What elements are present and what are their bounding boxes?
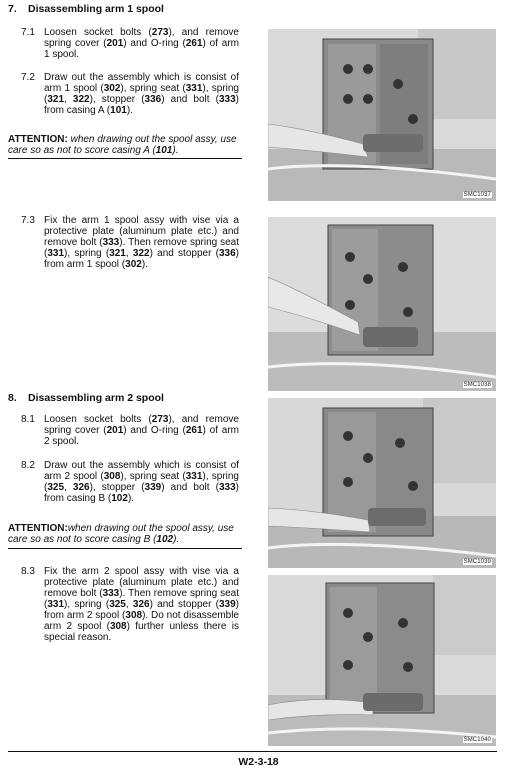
step-7-3 bbox=[21, 215, 239, 270]
photo-code: SMC1038 bbox=[463, 382, 491, 388]
step-text: Loosen socket bolts (273), and remove spring cover (201) and O-ring (261) of arm 2 spool. bbox=[44, 414, 240, 447]
step-7-1 bbox=[21, 27, 239, 60]
valve-photo-illustration bbox=[268, 398, 496, 568]
photo-arm2-spool-draw-out bbox=[268, 398, 496, 568]
step-7-2 bbox=[21, 72, 239, 116]
page-number: W2-3-18 bbox=[238, 756, 279, 768]
step-8-2 bbox=[21, 460, 239, 504]
step-text: Draw out the assembly which is consist of arm 1 spool (302), spring seat (331), spring (321, 322), stopper (336) and bolt (333) from casing A (101). bbox=[44, 72, 239, 116]
attention-text: when drawing out the spool assy, use care so as not to score casing A (101). bbox=[8, 134, 237, 156]
photo-arm2-spool-vise bbox=[268, 575, 496, 746]
section-title: Disassembling arm 1 spool bbox=[28, 3, 164, 15]
section-number: 7. bbox=[8, 3, 17, 15]
step-number: 7.3 bbox=[21, 215, 35, 226]
step-number: 7.1 bbox=[21, 27, 35, 38]
attention-label: ATTENTION: bbox=[8, 134, 68, 145]
photo-arm1-spool-vise bbox=[268, 217, 496, 391]
step-text: Draw out the assembly which is consist of arm 2 spool (308), spring seat (331), spring (325, 326), stopper (339) and bolt (333) from casing B (102). bbox=[44, 460, 239, 504]
step-number: 7.2 bbox=[21, 72, 35, 83]
attention-divider bbox=[8, 548, 242, 549]
step-8-1 bbox=[21, 414, 239, 447]
attention-note-8 bbox=[8, 523, 244, 545]
section-7-heading bbox=[8, 3, 164, 15]
step-text: Loosen socket bolts (273), and remove spring cover (201) and O-ring (261) of arm 1 spool. bbox=[44, 27, 240, 60]
section-title: Disassembling arm 2 spool bbox=[28, 392, 164, 404]
section-number: 8. bbox=[8, 392, 17, 404]
valve-photo-illustration bbox=[268, 575, 496, 746]
valve-photo-illustration bbox=[268, 29, 496, 201]
photo-code: SMC1037 bbox=[463, 192, 491, 198]
step-number: 8.2 bbox=[21, 460, 35, 471]
step-8-3 bbox=[21, 566, 239, 643]
attention-divider bbox=[8, 158, 242, 159]
step-number: 8.3 bbox=[21, 566, 35, 577]
photo-arm1-spool-draw-out bbox=[268, 29, 496, 201]
step-text: Fix the arm 2 spool assy with vise via a protective plate (aluminum plate etc.) and remove bolt (333). Then remove spring seat (331), spring (325, 326) and stopper (339) from arm 2 spool (308). Do not disassemble arm 2 spool (308) further unless there is special reason. bbox=[44, 566, 240, 643]
section-8-heading bbox=[8, 392, 164, 404]
attention-note-7 bbox=[8, 134, 244, 156]
attention-label: ATTENTION: bbox=[8, 523, 68, 534]
step-number: 8.1 bbox=[21, 414, 35, 425]
photo-code: SMC1040 bbox=[463, 737, 491, 743]
footer-divider bbox=[8, 751, 497, 752]
valve-photo-illustration bbox=[268, 217, 496, 391]
step-text: Fix the arm 1 spool assy with vise via a protective plate (aluminum plate etc.) and remove bolt (333). Then remove spring seat (331), spring (321, 322) and stopper (336) from arm 1 spool (302). bbox=[44, 215, 240, 270]
photo-code: SMC1039 bbox=[463, 559, 491, 565]
attention-text: when drawing out the spool assy, use care so as not to score casing B (102). bbox=[8, 523, 234, 545]
